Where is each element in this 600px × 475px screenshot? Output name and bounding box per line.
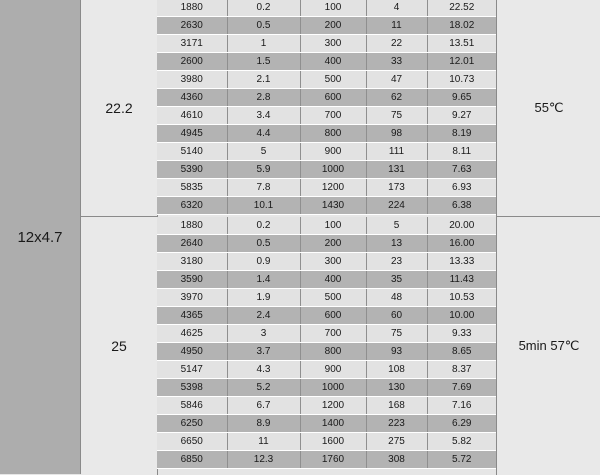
table-cell: 0.5 xyxy=(227,235,300,253)
table-row xyxy=(157,53,496,71)
table-cell: 11 xyxy=(366,17,427,35)
table-cell: 900 xyxy=(300,361,366,379)
table-cell: 8.19 xyxy=(427,125,496,143)
table-cell: 98 xyxy=(366,125,427,143)
table-row xyxy=(157,253,496,271)
table-cell: 12.01 xyxy=(427,53,496,71)
condition-label: 55℃ xyxy=(534,100,564,115)
table-cell: 1600 xyxy=(300,433,366,451)
table-row xyxy=(157,161,496,179)
table-cell: 3.7 xyxy=(227,343,300,361)
table-cell: 9.33 xyxy=(427,325,496,343)
table-cell: 4950 xyxy=(157,343,227,361)
table-cell: 4610 xyxy=(157,107,227,125)
condition-cell-2 xyxy=(496,216,600,475)
table-cell: 0.2 xyxy=(227,217,300,235)
table-cell: 0.2 xyxy=(227,0,300,17)
table-cell: 9.65 xyxy=(427,89,496,107)
table-cell: 60 xyxy=(366,307,427,325)
table-cell: 16.00 xyxy=(427,235,496,253)
table-cell: 2600 xyxy=(157,53,227,71)
table-cell: 500 xyxy=(300,71,366,89)
table-cell: 7.69 xyxy=(427,379,496,397)
table-row xyxy=(157,271,496,289)
table-cell: 6320 xyxy=(157,197,227,215)
dimension-label: 25 xyxy=(111,338,127,354)
table-cell: 308 xyxy=(366,451,427,469)
table-row xyxy=(157,0,496,17)
table-cell: 1 xyxy=(227,35,300,53)
table-row xyxy=(157,35,496,53)
table-cell: 2.1 xyxy=(227,71,300,89)
table-cell: 5 xyxy=(366,217,427,235)
table-cell: 800 xyxy=(300,343,366,361)
table-cell: 5147 xyxy=(157,361,227,379)
condition-cell-1 xyxy=(496,0,600,216)
table-cell: 4.3 xyxy=(227,361,300,379)
table-cell: 9.27 xyxy=(427,107,496,125)
table-cell: 5.2 xyxy=(227,379,300,397)
table-cell: 1.5 xyxy=(227,53,300,71)
table-cell: 400 xyxy=(300,53,366,71)
table-cell: 100 xyxy=(300,217,366,235)
table-cell: 130 xyxy=(366,379,427,397)
table-cell: 8.11 xyxy=(427,143,496,161)
table-cell: 3590 xyxy=(157,271,227,289)
table-row xyxy=(157,179,496,197)
dimension-cell-1 xyxy=(81,0,158,216)
table-cell: 4945 xyxy=(157,125,227,143)
table-cell: 2640 xyxy=(157,235,227,253)
table-row xyxy=(157,325,496,343)
table-cell: 5140 xyxy=(157,143,227,161)
table-cell: 2.8 xyxy=(227,89,300,107)
table-row xyxy=(157,71,496,89)
table-cell: 131 xyxy=(366,161,427,179)
table-cell: 18.02 xyxy=(427,17,496,35)
table-cell: 6250 xyxy=(157,415,227,433)
table-cell: 0.9 xyxy=(227,253,300,271)
table-cell: 6.38 xyxy=(427,197,496,215)
table-cell: 1880 xyxy=(157,217,227,235)
table-cell: 10.53 xyxy=(427,289,496,307)
table-cell: 12.3 xyxy=(227,451,300,469)
table-cell: 8.9 xyxy=(227,415,300,433)
table-row xyxy=(157,89,496,107)
table-cell: 600 xyxy=(300,89,366,107)
table-cell: 5390 xyxy=(157,161,227,179)
table-cell: 168 xyxy=(366,397,427,415)
table-cell: 7.63 xyxy=(427,161,496,179)
table-row xyxy=(157,451,496,469)
table-cell: 2630 xyxy=(157,17,227,35)
table-cell: 75 xyxy=(366,107,427,125)
table-cell: 22 xyxy=(366,35,427,53)
table-cell: 93 xyxy=(366,343,427,361)
table-row xyxy=(157,17,496,35)
table-cell: 1200 xyxy=(300,397,366,415)
table-cell: 300 xyxy=(300,253,366,271)
table-cell: 6850 xyxy=(157,451,227,469)
table-cell: 6.7 xyxy=(227,397,300,415)
table-cell: 10.73 xyxy=(427,71,496,89)
table-cell: 4.4 xyxy=(227,125,300,143)
table-cell: 33 xyxy=(366,53,427,71)
table-cell: 200 xyxy=(300,17,366,35)
table-cell: 1400 xyxy=(300,415,366,433)
table-cell: 13.33 xyxy=(427,253,496,271)
table-cell: 2.4 xyxy=(227,307,300,325)
table-cell: 5398 xyxy=(157,379,227,397)
table-cell: 3171 xyxy=(157,35,227,53)
table-cell: 200 xyxy=(300,235,366,253)
table-cell: 600 xyxy=(300,307,366,325)
data-grid-body xyxy=(157,217,496,469)
dimension-cell-2 xyxy=(81,216,158,475)
table-cell: 0.5 xyxy=(227,17,300,35)
table-cell: 300 xyxy=(300,35,366,53)
table-cell: 4365 xyxy=(157,307,227,325)
table-cell: 400 xyxy=(300,271,366,289)
table-row xyxy=(157,397,496,415)
table-cell: 5.82 xyxy=(427,433,496,451)
table-cell: 4625 xyxy=(157,325,227,343)
table-cell: 10.1 xyxy=(227,197,300,215)
table-row xyxy=(157,235,496,253)
table-cell: 275 xyxy=(366,433,427,451)
table-cell: 22.52 xyxy=(427,0,496,17)
table-cell: 5835 xyxy=(157,179,227,197)
table-cell: 1200 xyxy=(300,179,366,197)
table-cell: 3180 xyxy=(157,253,227,271)
table-row xyxy=(157,307,496,325)
table-cell: 5846 xyxy=(157,397,227,415)
table-cell: 1.9 xyxy=(227,289,300,307)
table-cell: 1000 xyxy=(300,161,366,179)
table-cell: 11.43 xyxy=(427,271,496,289)
table-cell: 6.93 xyxy=(427,179,496,197)
table-cell: 900 xyxy=(300,143,366,161)
data-grid-2 xyxy=(157,217,496,469)
table-cell: 8.65 xyxy=(427,343,496,361)
table-cell: 223 xyxy=(366,415,427,433)
table-cell: 3 xyxy=(227,325,300,343)
table-row xyxy=(157,415,496,433)
table-cell: 7.8 xyxy=(227,179,300,197)
table-cell: 3980 xyxy=(157,71,227,89)
table-cell: 4360 xyxy=(157,89,227,107)
table-cell: 800 xyxy=(300,125,366,143)
table-cell: 8.37 xyxy=(427,361,496,379)
table-cell: 500 xyxy=(300,289,366,307)
table-cell: 62 xyxy=(366,89,427,107)
table-cell: 3.4 xyxy=(227,107,300,125)
table-row xyxy=(157,143,496,161)
table-cell: 10.00 xyxy=(427,307,496,325)
table-cell: 11 xyxy=(227,433,300,451)
table-cell: 23 xyxy=(366,253,427,271)
table-cell: 7.16 xyxy=(427,397,496,415)
table-row xyxy=(157,125,496,143)
table-cell: 1880 xyxy=(157,0,227,17)
table-cell: 13.51 xyxy=(427,35,496,53)
table-cell: 35 xyxy=(366,271,427,289)
table-cell: 5.72 xyxy=(427,451,496,469)
model-cell xyxy=(0,0,81,474)
table-cell: 1000 xyxy=(300,379,366,397)
table-cell: 111 xyxy=(366,143,427,161)
table-cell: 5.9 xyxy=(227,161,300,179)
table-cell: 173 xyxy=(366,179,427,197)
condition-label: 5min 57℃ xyxy=(518,338,580,353)
table-row xyxy=(157,217,496,235)
table-cell: 224 xyxy=(366,197,427,215)
table-row xyxy=(157,433,496,451)
table-cell: 108 xyxy=(366,361,427,379)
data-grid-1 xyxy=(157,0,496,215)
table-cell: 13 xyxy=(366,235,427,253)
table-row xyxy=(157,107,496,125)
dimension-label: 22.2 xyxy=(105,100,133,116)
table-cell: 4 xyxy=(366,0,427,17)
table-cell: 1430 xyxy=(300,197,366,215)
table-cell: 75 xyxy=(366,325,427,343)
table-row xyxy=(157,361,496,379)
table-cell: 1760 xyxy=(300,451,366,469)
table-cell: 6.29 xyxy=(427,415,496,433)
model-label: 12x4.7 xyxy=(17,228,63,246)
table-cell: 5 xyxy=(227,143,300,161)
table-row xyxy=(157,197,496,215)
table-row xyxy=(157,343,496,361)
table-cell: 48 xyxy=(366,289,427,307)
data-grid-body xyxy=(157,0,496,215)
table-cell: 700 xyxy=(300,325,366,343)
table-cell: 1.4 xyxy=(227,271,300,289)
table-cell: 20.00 xyxy=(427,217,496,235)
table-cell: 3970 xyxy=(157,289,227,307)
table-row xyxy=(157,379,496,397)
table-row xyxy=(157,289,496,307)
table-cell: 700 xyxy=(300,107,366,125)
table-cell: 6650 xyxy=(157,433,227,451)
table-cell: 47 xyxy=(366,71,427,89)
table-cell: 100 xyxy=(300,0,366,17)
